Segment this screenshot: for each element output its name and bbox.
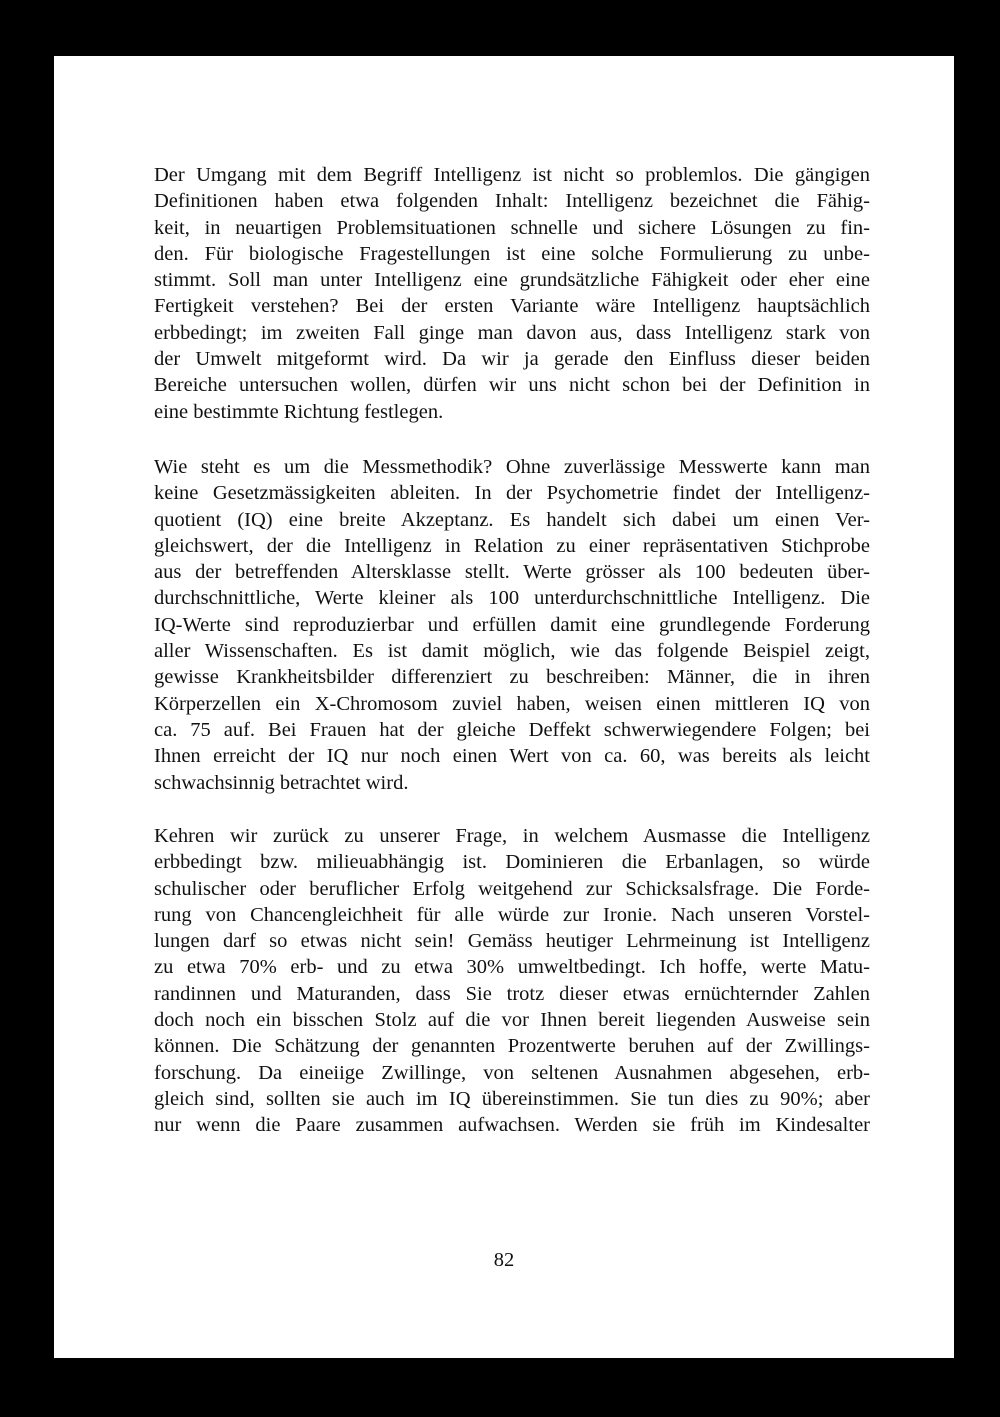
text-line: aus der betreffenden Altersklasse stellt. Werte grösser als 100 bedeuten über-: [154, 561, 870, 584]
text-line: gewisse Krankheitsbilder differenziert zu beschreiben: Männer, die in ihren: [154, 666, 870, 689]
text-line: Definitionen haben etwa folgenden Inhalt: Intelligenz bezeichnet die Fähig-: [154, 190, 870, 213]
text-line: erbbedingt bzw. milieuabhängig ist. Dominieren die Erbanlagen, so würde: [154, 851, 870, 874]
text-line: zu etwa 70% erb- und zu etwa 30% umweltbedingt. Ich hoffe, werte Matu-: [154, 956, 870, 979]
paragraph-intelligence-definition: [154, 162, 870, 425]
text-line: gleich sind, sollten sie auch im IQ übereinstimmen. Sie tun dies zu 90%; aber: [154, 1087, 870, 1110]
text-line: gleichswert, der die Intelligenz in Relation zu einer repräsentativen Stichprobe: [154, 534, 870, 557]
text-line: den. Für biologische Fragestellungen ist eine solche Formulierung zu unbe-: [154, 242, 870, 265]
text-line: Der Umgang mit dem Begriff Intelligenz ist nicht so problemlos. Die gängigen: [154, 164, 870, 186]
text-line: der Umwelt mitgeformt wird. Da wir ja gerade den Einfluss dieser beiden: [154, 348, 870, 371]
text-line: erbbedingt; im zweiten Fall ginge man davon aus, dass Intelligenz stark von: [154, 321, 870, 344]
text-line: nur wenn die Paare zusammen aufwachsen. Werden sie früh im Kindesalter: [154, 1114, 870, 1137]
text-line: lungen darf so etwas nicht sein! Gemäss heutiger Lehrmeinung ist Intelligenz: [154, 930, 870, 953]
text-line: quotient (IQ) eine breite Akzeptanz. Es handelt sich dabei um einen Ver-: [154, 508, 870, 531]
text-line: doch noch ein bisschen Stolz auf die vor Ihnen bereit liegenden Ausweise sein: [154, 1009, 870, 1032]
text-line: Ihnen erreicht der IQ nur noch einen Wert von ca. 60, was bereits als leicht: [154, 745, 870, 768]
text-line: können. Die Schätzung der genannten Prozentwerte beruhen auf der Zwillings-: [154, 1035, 870, 1058]
text-line: keit, in neuartigen Problemsituationen schnelle und sichere Lösungen zu fin-: [154, 216, 870, 239]
text-line: Körperzellen ein X-Chromosom zuviel haben, weisen einen mittleren IQ von: [154, 692, 870, 715]
text-line: stimmt. Soll man unter Intelligenz eine grundsätzliche Fähigkeit oder eher eine: [154, 269, 870, 292]
paragraph-heredity-question: [154, 823, 870, 1139]
document-page: [54, 56, 954, 1358]
text-line: Wie steht es um die Messmethodik? Ohne zuverlässige Messwerte kann man: [154, 456, 870, 478]
text-line: IQ-Werte sind reproduzierbar und erfüllen damit eine grundlegende Forderung: [154, 613, 870, 636]
text-line: eine bestimmte Richtung festlegen.: [154, 400, 444, 423]
text-line: durchschnittliche, Werte kleiner als 100 unterdurchschnittliche Intelligenz. Die: [154, 587, 870, 610]
page-number: 82: [493, 1249, 515, 1271]
text-line: randinnen und Maturanden, dass Sie trotz dieser etwas ernüchternder Zahlen: [154, 982, 870, 1005]
text-line: Kehren wir zurück zu unserer Frage, in welchem Ausmasse die Intelligenz: [154, 825, 870, 847]
text-line: forschung. Da eineiige Zwillinge, von seltenen Ausnahmen abgesehen, erb-: [154, 1061, 870, 1084]
text-line: aller Wissenschaften. Es ist damit möglich, wie das folgende Beispiel zeigt,: [154, 640, 870, 663]
text-line: ca. 75 auf. Bei Frauen hat der gleiche Deffekt schwerwiegendere Folgen; bei: [154, 718, 870, 741]
text-line: Bereiche untersuchen wollen, dürfen wir uns nicht schon bei der Definition in: [154, 374, 870, 397]
text-line: rung von Chancengleichheit für alle würde zur Ironie. Nach unseren Vorstel-: [154, 903, 870, 926]
text-line: schulischer oder beruflicher Erfolg weitgehend zur Schicksalsfrage. Die Forde-: [154, 877, 870, 900]
text-line: Fertigkeit verstehen? Bei der ersten Variante wäre Intelligenz hauptsächlich: [154, 295, 870, 318]
text-line: keine Gesetzmässigkeiten ableiten. In der Psychometrie findet der Intelligenz-: [154, 482, 870, 505]
text-line: schwachsinnig betrachtet wird.: [154, 771, 409, 794]
paragraph-measurement-method: [154, 454, 870, 796]
